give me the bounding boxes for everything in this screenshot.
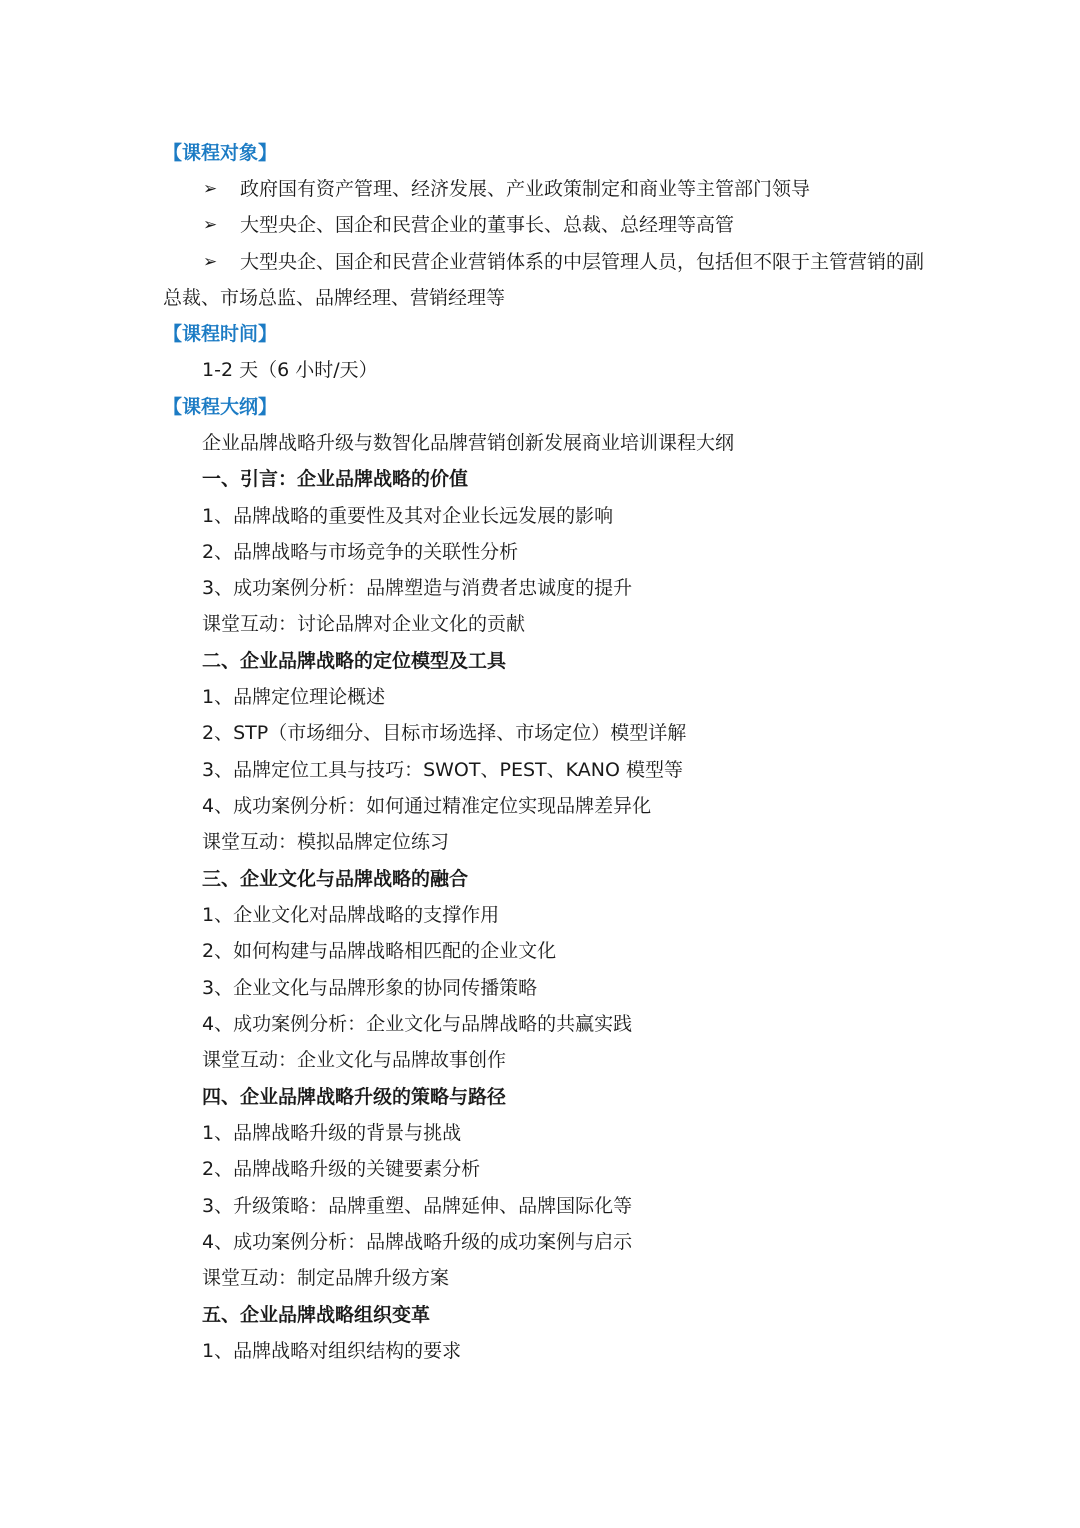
bullet-arrow-icon: ➢	[203, 252, 218, 272]
outline-item: 2、STP（市场细分、目标市场选择、市场定位）模型详解	[202, 722, 687, 744]
audience-bullet-continuation: 总裁、市场总监、品牌经理、营销经理等	[163, 287, 506, 309]
bullet-arrow-icon: ➢	[203, 215, 218, 235]
outline-item: 课堂互动：模拟品牌定位练习	[202, 831, 450, 853]
bullet-arrow-icon: ➢	[203, 179, 218, 199]
outline-title: 企业品牌战略升级与数智化品牌营销创新发展商业培训课程大纲	[202, 432, 735, 454]
outline-part-title: 一、引言：企业品牌战略的价值	[202, 468, 469, 490]
section-heading-audience: 【课程对象】	[163, 142, 278, 164]
outline-item: 3、升级策略：品牌重塑、品牌延伸、品牌国际化等	[202, 1195, 633, 1217]
audience-bullet: 大型央企、国企和民营企业营销体系的中层管理人员，包括但不限于主管营销的副	[240, 251, 925, 273]
outline-part-title: 四、企业品牌战略升级的策略与路径	[202, 1086, 507, 1108]
outline-item: 1、企业文化对品牌战略的支撑作用	[202, 904, 500, 926]
outline-item: 1、品牌战略对组织结构的要求	[202, 1340, 462, 1362]
outline-part-title: 三、企业文化与品牌战略的融合	[202, 868, 469, 890]
outline-item: 4、成功案例分析：企业文化与品牌战略的共赢实践	[202, 1013, 633, 1035]
outline-item: 2、如何构建与品牌战略相匹配的企业文化	[202, 940, 557, 962]
outline-item: 2、品牌战略升级的关键要素分析	[202, 1158, 481, 1180]
outline-item: 课堂互动：讨论品牌对企业文化的贡献	[202, 613, 526, 635]
outline-item: 4、成功案例分析：如何通过精准定位实现品牌差异化	[202, 795, 652, 817]
audience-bullet: 政府国有资产管理、经济发展、产业政策制定和商业等主管部门领导	[240, 178, 811, 200]
outline-item: 3、成功案例分析：品牌塑造与消费者忠诚度的提升	[202, 577, 633, 599]
outline-item: 3、品牌定位工具与技巧：SWOT、PEST、KANO 模型等	[202, 759, 683, 781]
section-heading-time: 【课程时间】	[163, 323, 278, 345]
outline-item: 3、企业文化与品牌形象的协同传播策略	[202, 977, 538, 999]
outline-item: 2、品牌战略与市场竞争的关联性分析	[202, 541, 519, 563]
outline-part-title: 二、企业品牌战略的定位模型及工具	[202, 650, 507, 672]
course-duration: 1-2 天（6 小时/天）	[202, 359, 378, 381]
outline-part-title: 五、企业品牌战略组织变革	[202, 1304, 431, 1326]
outline-item: 1、品牌战略升级的背景与挑战	[202, 1122, 462, 1144]
outline-item: 1、品牌战略的重要性及其对企业长远发展的影响	[202, 505, 614, 527]
audience-bullet: 大型央企、国企和民营企业的董事长、总裁、总经理等高管	[240, 214, 735, 236]
outline-item: 课堂互动：企业文化与品牌故事创作	[202, 1049, 507, 1071]
outline-item: 1、品牌定位理论概述	[202, 686, 386, 708]
outline-item: 4、成功案例分析：品牌战略升级的成功案例与启示	[202, 1231, 633, 1253]
section-heading-outline: 【课程大纲】	[163, 396, 278, 418]
outline-item: 课堂互动：制定品牌升级方案	[202, 1267, 450, 1289]
